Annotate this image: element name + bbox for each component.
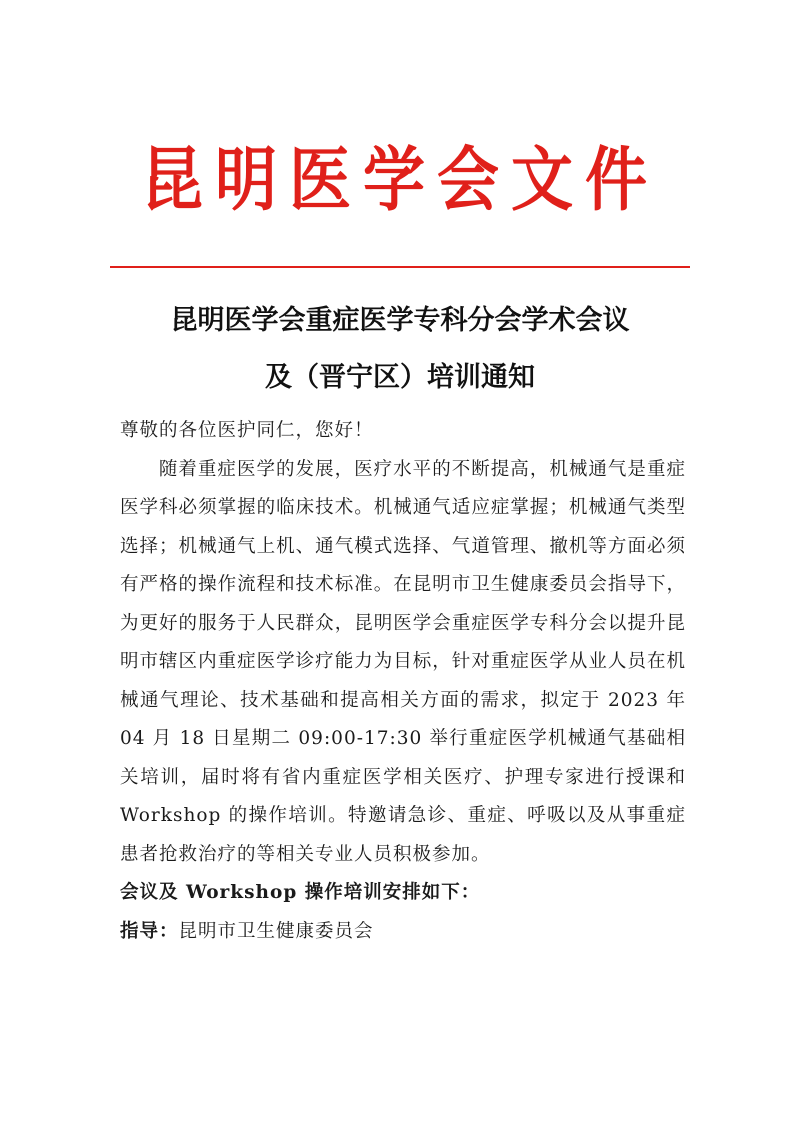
guidance-value: 昆明市卫生健康委员会 xyxy=(178,920,374,942)
notice-title-line-1: 昆明医学会重症医学专科分会学术会议 xyxy=(170,305,630,336)
notice-body xyxy=(120,412,686,951)
schedule-heading: 会议及 Workshop 操作培训安排如下： xyxy=(120,882,481,903)
masthead-divider xyxy=(110,266,690,268)
guidance-line xyxy=(120,913,686,952)
notice-title-line-2: 及（晋宁区）培训通知 xyxy=(265,362,535,393)
guidance-label: 指导： xyxy=(120,920,179,942)
greeting-line: 尊敬的各位医护同仁，您好！ xyxy=(120,420,374,441)
main-paragraph: 随着重症医学的发展，医疗水平的不断提高，机械通气是重症医学科必须掌握的临床技术。机械通气适应症掌握；机械通气类型选择；机械通气上机、通气模式选择、气道管理、撤机等方面必须有严格的操作流程和技术标准。在昆明市卫生健康委员会指导下，为更好的服务于人民群众，昆明医学会重症医学专科分会以提升昆明市辖区内重症医学诊疗能力为目标，针对重症医学从业人员在机械通气理论、技术基础和提高相关方面的需求，拟定于 2023 年 04 月 18 日星期二 09:00-17:30 举行重症医学机械通气基础相关培训，届时将有省内重症医学相关医疗、护理专家进行授课和 Workshop 的操作培训。特邀请急诊、重症、呼吸以及从事重症患者抢救治疗的等相关专业人员积极参加。 xyxy=(120,458,686,865)
masthead-title: 昆明医学会文件 xyxy=(140,138,659,221)
